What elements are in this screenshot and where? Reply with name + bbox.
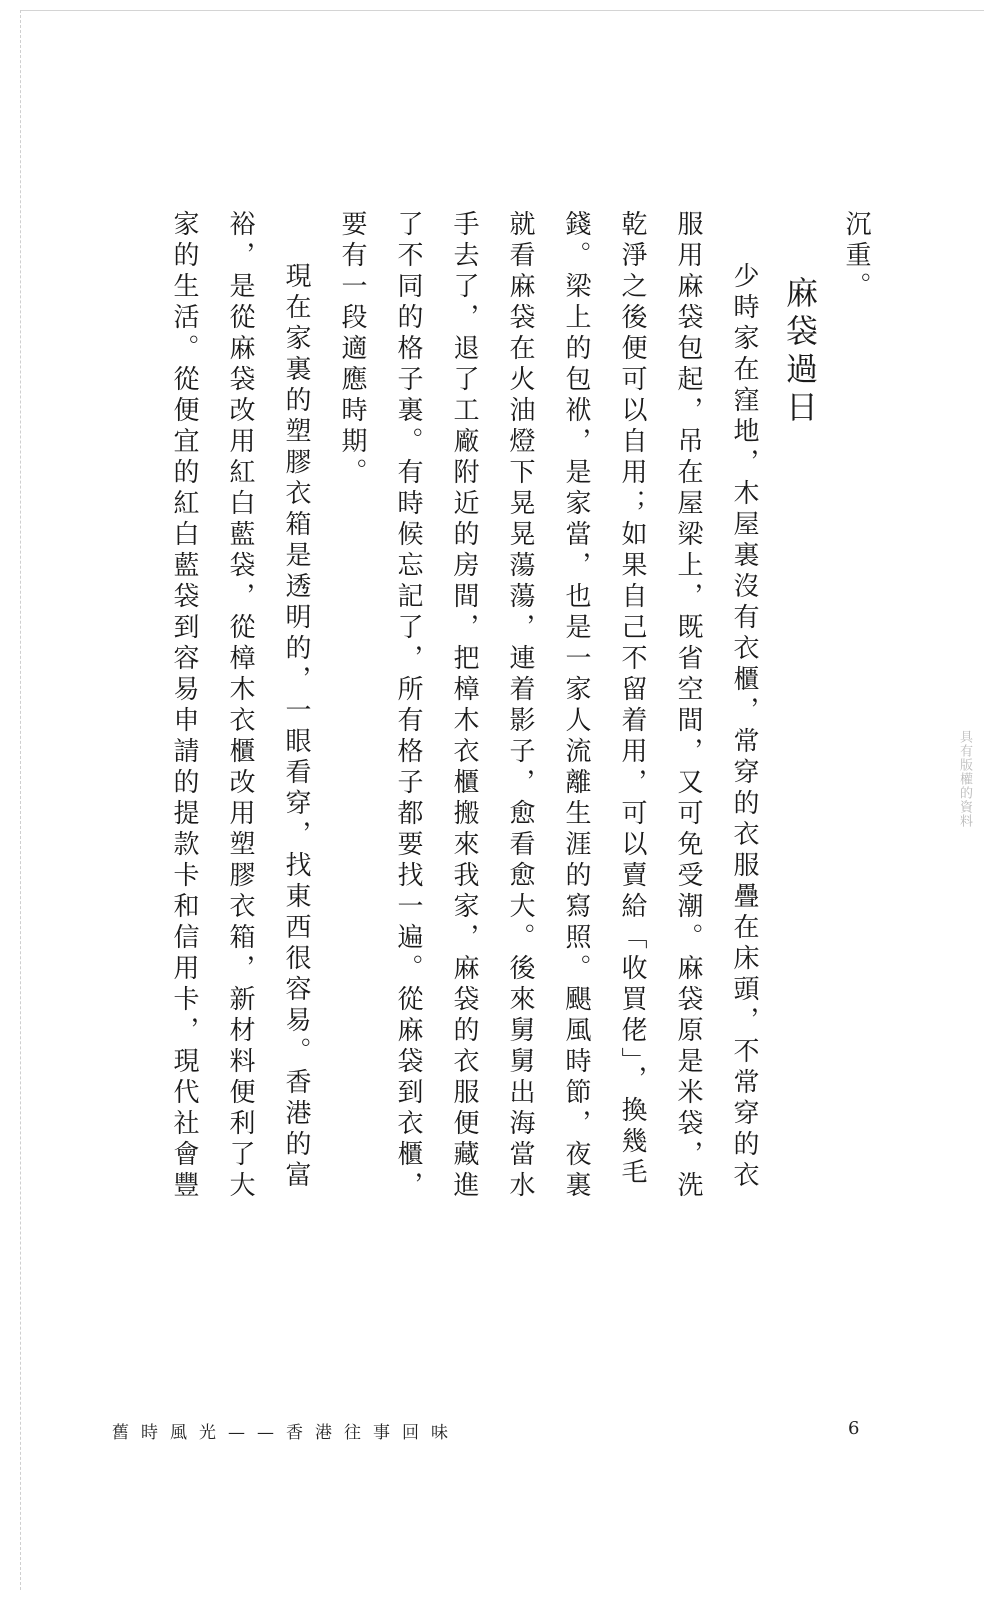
running-footer-title: 舊時風光——香港往事回味 xyxy=(112,1423,460,1443)
paragraph-2: 現在家裏的塑膠衣箱是透明的，一眼看穿，找東西很容易。香港的富裕，是從麻袋改用紅白藍袋，從樟木衣櫃改用塑膠衣箱，新材料便利了大家的生活。從便宜的紅白藍袋到容易申請的提款卡和信用卡，現代社會豐 xyxy=(169,210,311,1202)
section-title: 麻袋過日 xyxy=(781,276,819,428)
paragraph-1: 少時家在窪地，木屋裏沒有衣櫃，常穿的衣服疊在床頭，不常穿的衣服用麻袋包起，吊在屋梁上，既省空間，又可免受潮。麻袋原是米袋，洗乾淨之後便可以自用；如果自己不留着用，可以賣給「收買佬」，換幾毛錢。梁上的包袱，是家當，也是一家人流離生涯的寫照。颶風時節，夜裏就看麻袋在火油燈下晃晃蕩蕩，連着影子，愈看愈大。後來舅舅出海當水手去了，退了工廠附近的房間，把樟木衣櫃搬來我家，麻袋的衣服便藏進了不同的格子裏。有時候忘記了，所有格子都要找一遍。從麻袋到衣櫃，要有一段適應時期。 xyxy=(337,210,759,1202)
page-number: 6 xyxy=(848,1418,860,1439)
copyright-watermark: 具有版權的資料 xyxy=(957,730,972,828)
vertical-text-body xyxy=(156,210,884,1210)
page-edge-left xyxy=(20,10,21,1590)
page-edge-top xyxy=(20,10,984,11)
continuation-line: 沉重。 xyxy=(841,210,871,303)
